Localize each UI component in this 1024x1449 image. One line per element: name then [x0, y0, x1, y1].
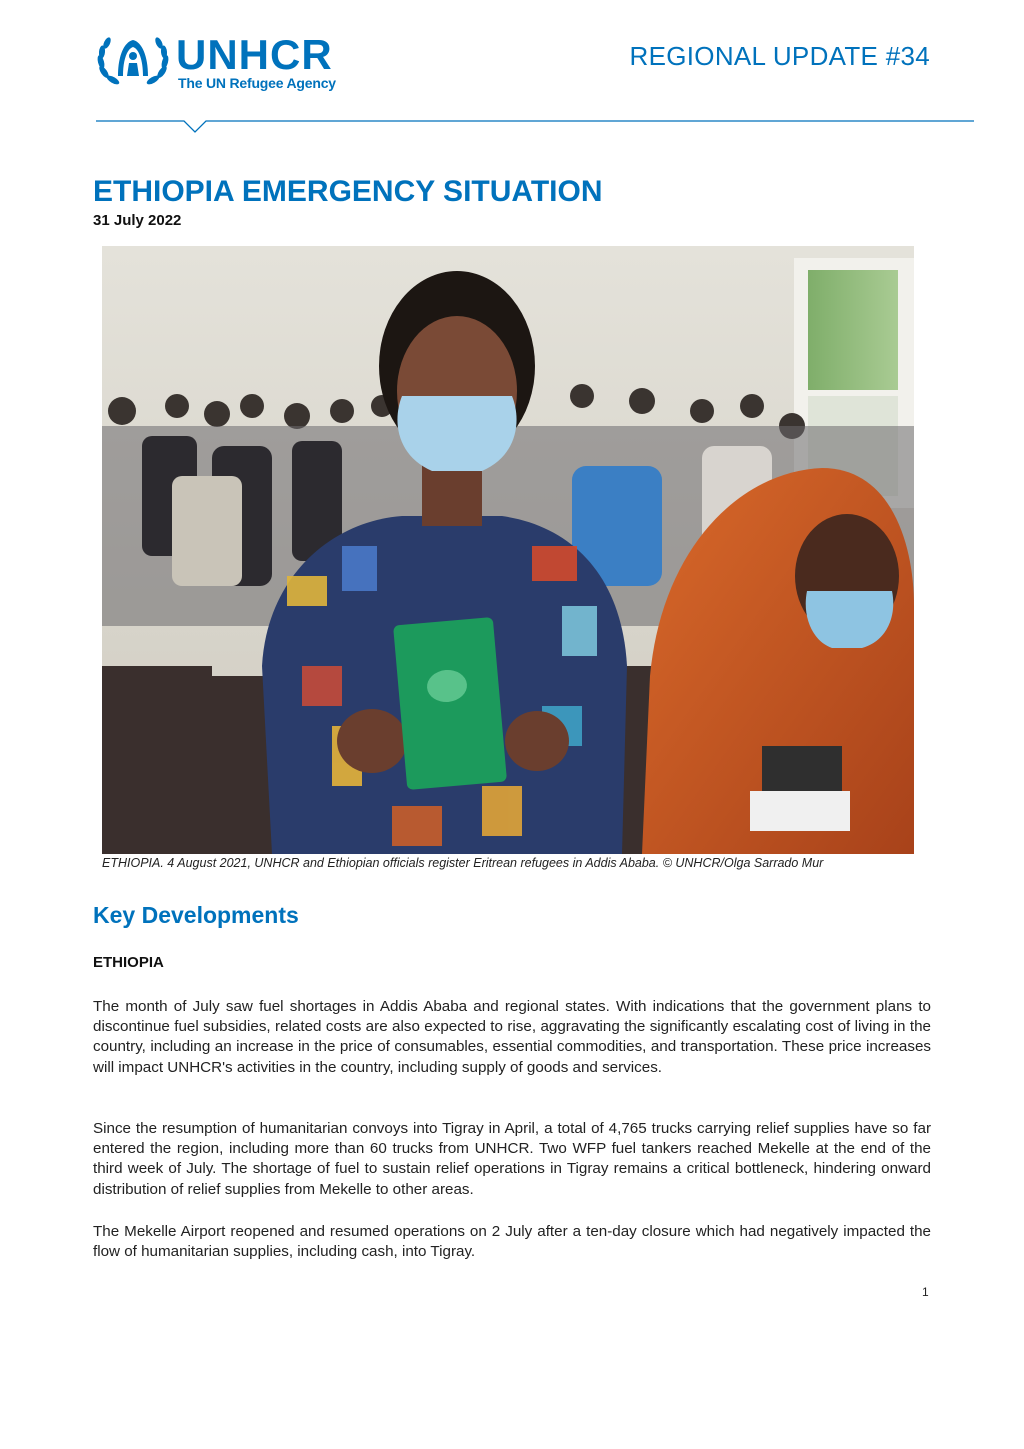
document-date: 31 July 2022	[93, 212, 182, 229]
paragraph-fuel-shortages: The month of July saw fuel shortages in Addis Ababa and regional states. With indications that the government plans to discontinue fuel subsidies, related costs are also expected to rise, aggravating the significantly escalating cost of living in the country, including an increase in the price of consumables, essential commodities, and transportation. These price increases will impact UNHCR's activities in the country, including supply of goods and services.	[93, 998, 931, 1076]
country-subheading: ETHIOPIA	[93, 954, 164, 971]
regional-update-label: REGIONAL UPDATE #34	[629, 41, 930, 71]
photo-caption: ETHIOPIA. 4 August 2021, UNHCR and Ethiopian officials register Eritrean refugees in Addis Ababa. © UNHCR/Olga Sarrado Mur	[102, 856, 824, 870]
logo-wordmark: UNHCR	[176, 31, 333, 78]
cover-photo	[102, 246, 914, 854]
header-divider	[96, 115, 974, 135]
unhcr-logo	[96, 32, 366, 94]
page-number: 1	[922, 1285, 929, 1299]
paragraph-mekelle-airport: The Mekelle Airport reopened and resumed operations on 2 July after a ten-day closure which had negatively impacted the flow of humanitarian supplies, including cash, into Tigray.	[93, 1223, 931, 1261]
logo-tagline: The UN Refugee Agency	[178, 75, 336, 91]
key-developments-heading: Key Developments	[93, 902, 299, 928]
unhcr-emblem-icon	[96, 32, 170, 90]
document-title: ETHIOPIA EMERGENCY SITUATION	[93, 175, 603, 208]
paragraph-humanitarian-convoys: Since the resumption of humanitarian convoys into Tigray in April, a total of 4,765 trucks carrying relief supplies have so far entered the region, including more than 60 trucks from UNHCR. Two WFP fuel tankers reached Mekelle at the end of the third week of July. The shortage of fuel to sustain relief operations in Tigray remains a critical bottleneck, hindering onward distribution of relief supplies from Mekelle to other areas.	[93, 1120, 931, 1198]
